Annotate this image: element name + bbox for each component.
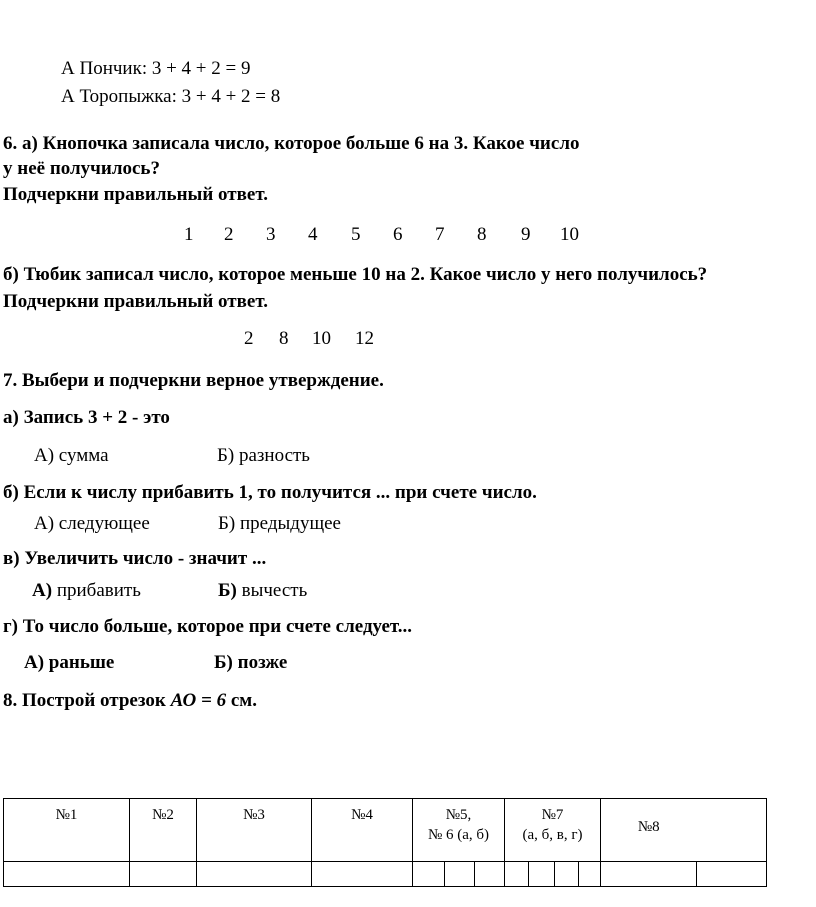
header-task-8: №8 xyxy=(637,819,660,835)
q8-suffix: см. xyxy=(226,690,257,711)
q7b-option-2[interactable]: Б) предыдущее xyxy=(218,513,341,534)
table-score-row xyxy=(4,862,767,887)
q6b-option[interactable]: 10 xyxy=(312,328,331,349)
q7a-option-1[interactable]: А) сумма xyxy=(34,445,109,466)
header-task-3: №3 xyxy=(243,807,265,823)
table-header-cell xyxy=(4,799,130,862)
q6a-option[interactable]: 3 xyxy=(266,224,276,245)
score-cell[interactable] xyxy=(413,862,445,887)
header-task-7: №7 xyxy=(541,807,564,823)
score-cell[interactable] xyxy=(529,862,555,887)
table-header-cell xyxy=(505,799,601,862)
q6a-option[interactable]: 9 xyxy=(521,224,531,245)
q6a-option[interactable]: 10 xyxy=(560,224,579,245)
header-task-4: №4 xyxy=(351,807,373,823)
q7b-option-1[interactable]: А) следующее xyxy=(34,513,150,534)
q6a-option[interactable]: 5 xyxy=(351,224,361,245)
header-task-1: №1 xyxy=(55,807,78,823)
score-cell[interactable] xyxy=(312,862,413,887)
header-task-2: №2 xyxy=(152,807,174,823)
q8-line xyxy=(3,690,257,712)
q6b-option[interactable]: 2 xyxy=(244,328,254,349)
q7c-question: в) Увеличить число - значит ... xyxy=(3,548,267,569)
pnchik-line: А Пончик: 3 + 4 + 2 = 9 xyxy=(61,58,251,79)
table-header-cell xyxy=(697,799,767,862)
q6a-line1: 6. а) Кнопочка записала число, которое больше 6 на 3. Какое число xyxy=(3,133,580,154)
q7a-option-2[interactable]: Б) разность xyxy=(217,445,310,466)
score-cell[interactable] xyxy=(505,862,529,887)
q7c-option-1-letter: А) xyxy=(32,580,53,601)
q6a-option[interactable]: 1 xyxy=(184,224,194,245)
score-cell[interactable] xyxy=(197,862,312,887)
q6b-instruction: Подчеркни правильный ответ. xyxy=(3,291,268,312)
score-cell[interactable] xyxy=(579,862,601,887)
header-task-7-parts: (а, б, в, г) xyxy=(522,827,583,843)
q6a-instruction: Подчеркни правильный ответ. xyxy=(3,184,268,205)
score-cell[interactable] xyxy=(475,862,505,887)
q6a-option[interactable]: 2 xyxy=(224,224,234,245)
q6b-option[interactable]: 12 xyxy=(355,328,374,349)
q7d-question: г) То число больше, которое при счете следует... xyxy=(3,616,413,637)
header-task-6: № 6 (а, б) xyxy=(427,827,490,843)
q7d-option-1[interactable]: А) раньше xyxy=(24,652,115,673)
table-header-cell xyxy=(130,799,197,862)
table-header-cell xyxy=(601,799,697,862)
score-cell[interactable] xyxy=(555,862,579,887)
q7-title: 7. Выбери и подчеркни верное утверждение. xyxy=(3,370,384,391)
q6a-option[interactable]: 7 xyxy=(435,224,445,245)
q7d-option-2[interactable]: Б) позже xyxy=(214,652,288,673)
q6b-option[interactable]: 8 xyxy=(279,328,289,349)
table-header-cell xyxy=(197,799,312,862)
q8-prefix: 8. Построй отрезок xyxy=(3,690,171,711)
q6a-option[interactable]: 8 xyxy=(477,224,487,245)
table-header-cell xyxy=(312,799,413,862)
toropyzhka-line: А Торопыжка: 3 + 4 + 2 = 8 xyxy=(61,86,281,107)
score-cell[interactable] xyxy=(130,862,197,887)
q7a-question: а) Запись 3 + 2 - это xyxy=(3,407,170,428)
q7c-option-1[interactable] xyxy=(32,580,141,602)
q7c-option-2[interactable] xyxy=(218,580,307,602)
table-header-cell xyxy=(413,799,505,862)
q7c-option-2-text: вычесть xyxy=(236,580,308,601)
q7b-question: б) Если к числу прибавить 1, то получится ... при счете число. xyxy=(3,482,537,503)
grading-table xyxy=(3,798,767,887)
q6a-line2: у неё получилось? xyxy=(3,158,160,179)
q8-formula: АО = 6 xyxy=(170,690,227,711)
q6a-option[interactable]: 6 xyxy=(393,224,403,245)
score-cell[interactable] xyxy=(445,862,475,887)
score-cell[interactable] xyxy=(697,862,767,887)
score-cell[interactable] xyxy=(601,862,697,887)
header-task-5: №5, xyxy=(445,807,472,823)
table-header-row xyxy=(4,799,767,862)
q7c-option-2-letter: Б) xyxy=(218,580,237,601)
q6b-line1: б) Тюбик записал число, которое меньше 10 на 2. Какое число у него получилось? xyxy=(3,264,708,285)
q7c-option-1-text: прибавить xyxy=(52,580,141,601)
q6a-option[interactable]: 4 xyxy=(308,224,318,245)
score-cell[interactable] xyxy=(4,862,130,887)
